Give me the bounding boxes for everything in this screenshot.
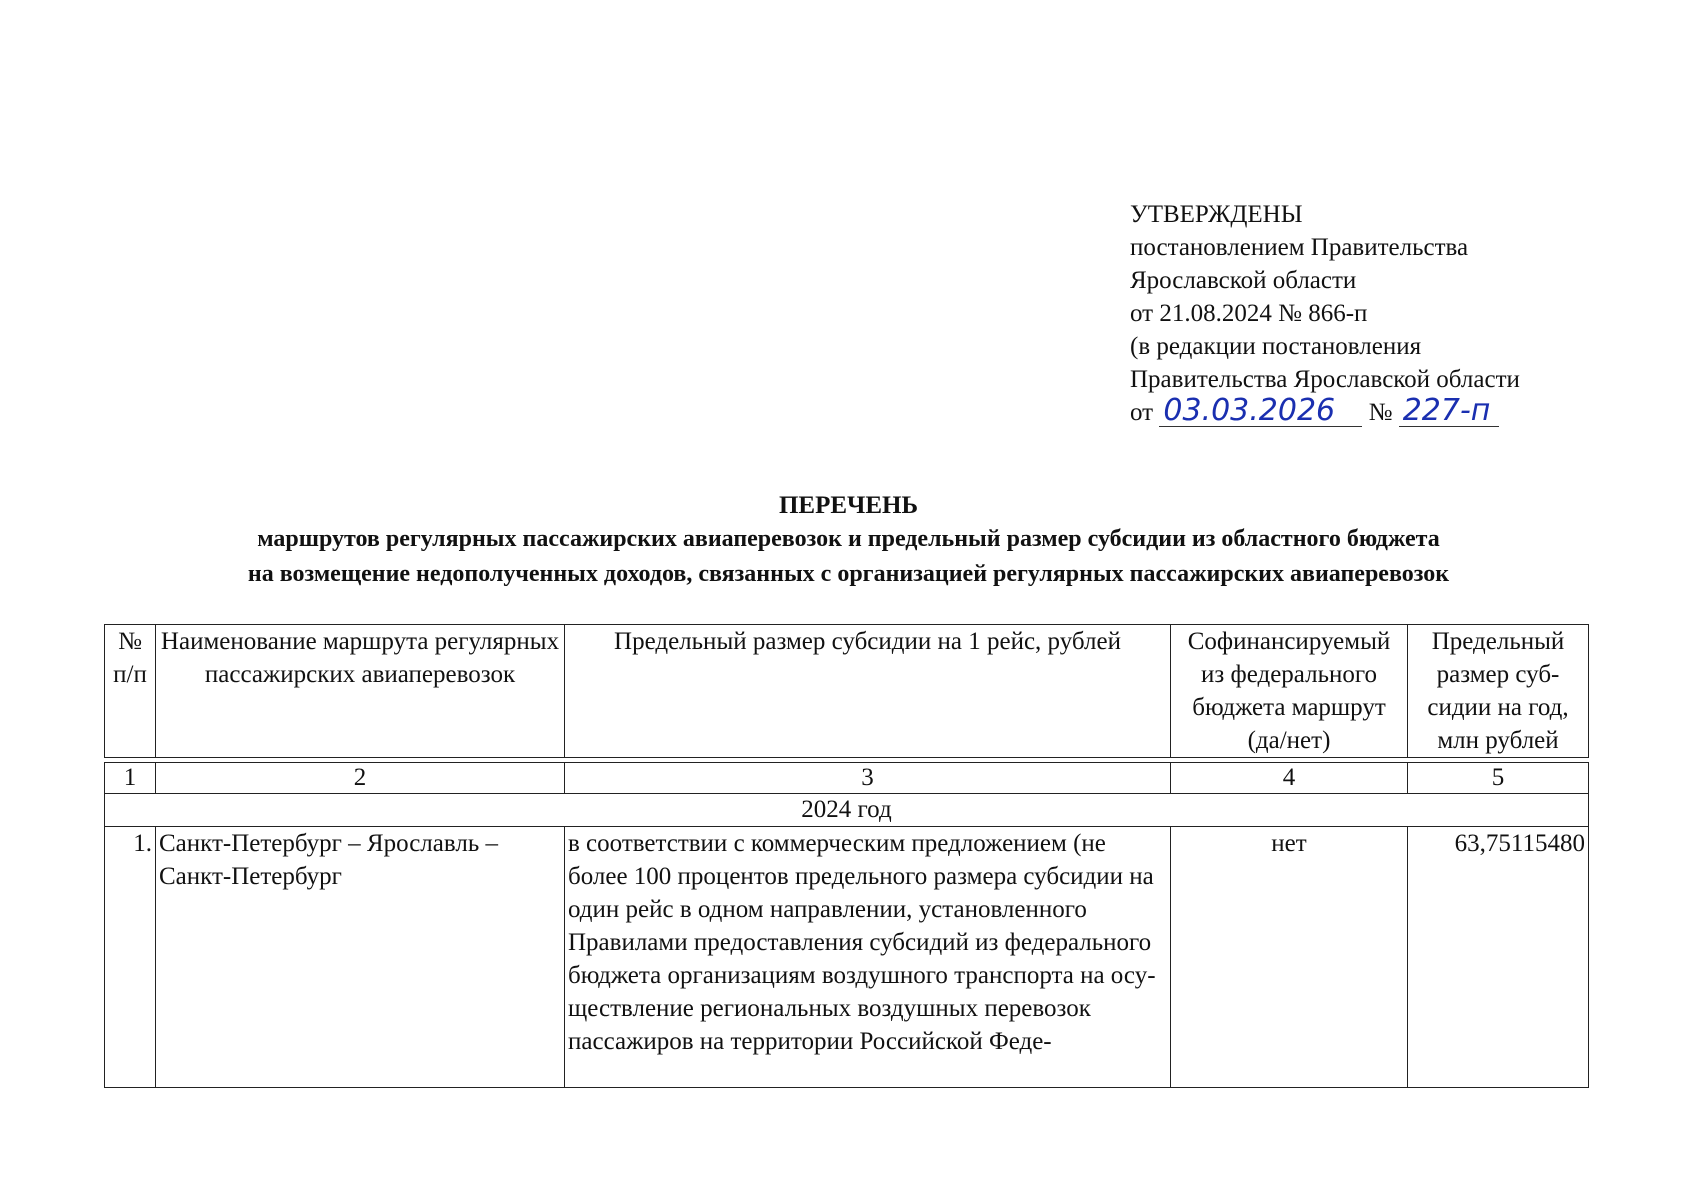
handwritten-date: 03.03.2026 <box>1159 396 1362 427</box>
approval-from-prefix: от <box>1130 399 1154 426</box>
header-annual-subsidy: Предельный размер суб-сидии на год, млн рублей <box>1408 625 1589 758</box>
handwritten-number: 227-п <box>1399 396 1499 427</box>
column-number: 2 <box>156 763 565 794</box>
column-number: 4 <box>1171 763 1408 794</box>
approval-line-2: Ярославской области <box>1130 267 1357 294</box>
column-numbers-row <box>105 763 1589 794</box>
approval-line-5: Правительства Ярославской области <box>1130 366 1520 393</box>
table-header-row <box>105 625 1589 758</box>
document-subtitle-1: маршрутов регулярных пассажирских авиаперевозок и предельный размер субсидии из областного бюджета <box>257 526 1440 552</box>
approval-title: УТВЕРЖДЕНЫ <box>1130 201 1303 228</box>
year-label: 2024 год <box>105 794 1589 827</box>
approval-line-1: постановлением Правительства <box>1130 234 1469 261</box>
column-number: 5 <box>1408 763 1589 794</box>
approval-line-3: от 21.08.2024 № 866-п <box>1130 300 1368 327</box>
column-number: 1 <box>105 763 156 794</box>
header-subsidy-per-flight: Предельный размер субсидии на 1 рейс, рублей <box>565 625 1171 758</box>
row-subsidy: в соответствии с коммерческим предложением (не более 100 процентов предельного размера субсидии на один рейс в одном направлении, установленного Правилами предоставления субсидий из федерального бюджета организациям воздушного транспорта на осу-ществление региональных воздушных перевозок пассажиров на территории Российской Феде- <box>565 827 1171 1088</box>
header-cofinanced: Софинансируемый из федерального бюджета маршрут (да/нет) <box>1171 625 1408 758</box>
column-number: 3 <box>565 763 1171 794</box>
row-cofinanced: нет <box>1171 827 1408 1088</box>
table-row <box>105 827 1589 1088</box>
row-num: 1. <box>105 827 156 1088</box>
routes-table <box>104 624 1589 1088</box>
approval-line-6 <box>1130 393 1650 429</box>
header-route: Наименование маршрута регулярных пассажирских авиаперевозок <box>156 625 565 758</box>
approval-line-4: (в редакции постановления <box>1130 333 1422 360</box>
row-route: Санкт-Петербург – Ярославль – Санкт-Петербург <box>156 827 565 1088</box>
document-subtitle-2: на возмещение недополученных доходов, связанных с организацией регулярных пассажирских авиаперевозок <box>247 561 1450 587</box>
year-row <box>105 794 1589 827</box>
approval-block <box>1130 198 1650 429</box>
document-title: ПЕРЕЧЕНЬ <box>778 492 919 519</box>
number-sign: № <box>1368 399 1393 426</box>
row-annual: 63,75115480 <box>1408 827 1589 1088</box>
header-num: № п/п <box>105 625 156 758</box>
